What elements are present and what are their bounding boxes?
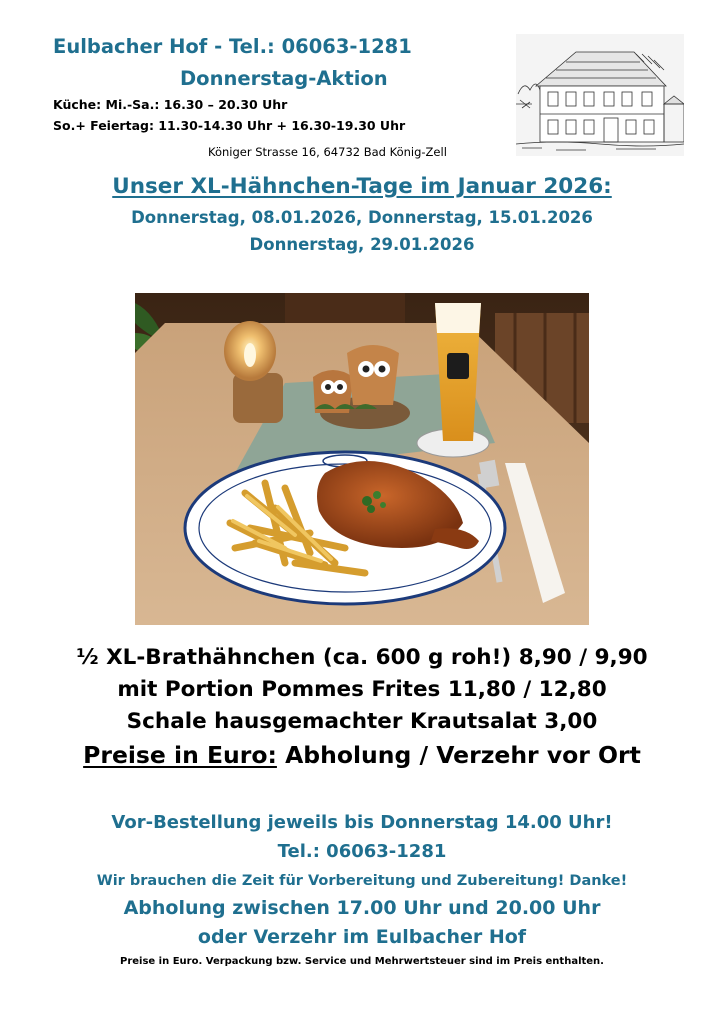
pickup-time: Abholung zwischen 17.00 Uhr und 20.00 Uhr	[123, 897, 601, 919]
prices-line	[0, 741, 724, 769]
prices-label: Preise in Euro:	[83, 741, 277, 769]
holiday-hours: So.+ Feiertag: 11.30-14.30 Uhr + 16.30-19.30 Uhr	[53, 118, 406, 133]
dine-in-note: oder Verzehr im Eulbacher Hof	[197, 926, 527, 948]
chicken-meal-photo	[135, 293, 589, 625]
restaurant-name: Eulbacher Hof	[53, 35, 208, 58]
preparation-note: Wir brauchen die Zeit für Vorbereitung und Zubereitung! Danke!	[96, 873, 628, 889]
prices-pickup-dinein: Abholung / Verzehr vor Ort	[276, 741, 641, 769]
price-footnote: Preise in Euro. Verpackung bzw. Service und Mehrwertsteuer sind im Preis enthalten.	[120, 956, 604, 967]
header-phone: - Tel.: 06063-1281	[207, 35, 412, 58]
menu-item-coleslaw: Schale hausgemachter Krautsalat 3,00	[126, 709, 598, 734]
event-dates-line-2: Donnerstag, 29.01.2026	[249, 235, 475, 254]
footer-phone: Tel.: 06063-1281	[277, 841, 447, 862]
event-dates-line-1: Donnerstag, 08.01.2026, Donnerstag, 15.01.2026	[131, 208, 593, 227]
inn-sketch-drawing	[516, 34, 684, 156]
event-headline: Unser XL-Hähnchen-Tage im Januar 2026:	[112, 174, 612, 199]
preorder-notice: Vor-Bestellung jeweils bis Donnerstag 14.00 Uhr!	[111, 812, 613, 833]
kitchen-hours: Küche: Mi.-Sa.: 16.30 – 20.30 Uhr	[53, 97, 288, 112]
chicken-meal-illustration	[135, 293, 589, 625]
header-title-line	[53, 35, 412, 58]
menu-item-fries: mit Portion Pommes Frites 11,80 / 12,80	[117, 677, 607, 702]
inn-sketch-image	[516, 34, 684, 156]
address: Königer Strasse 16, 64732 Bad König-Zell	[208, 145, 447, 159]
menu-item-chicken: ½ XL-Brathähnchen (ca. 600 g roh!) 8,90 / 9,90	[76, 645, 648, 670]
aktion-title: Donnerstag-Aktion	[180, 67, 388, 90]
